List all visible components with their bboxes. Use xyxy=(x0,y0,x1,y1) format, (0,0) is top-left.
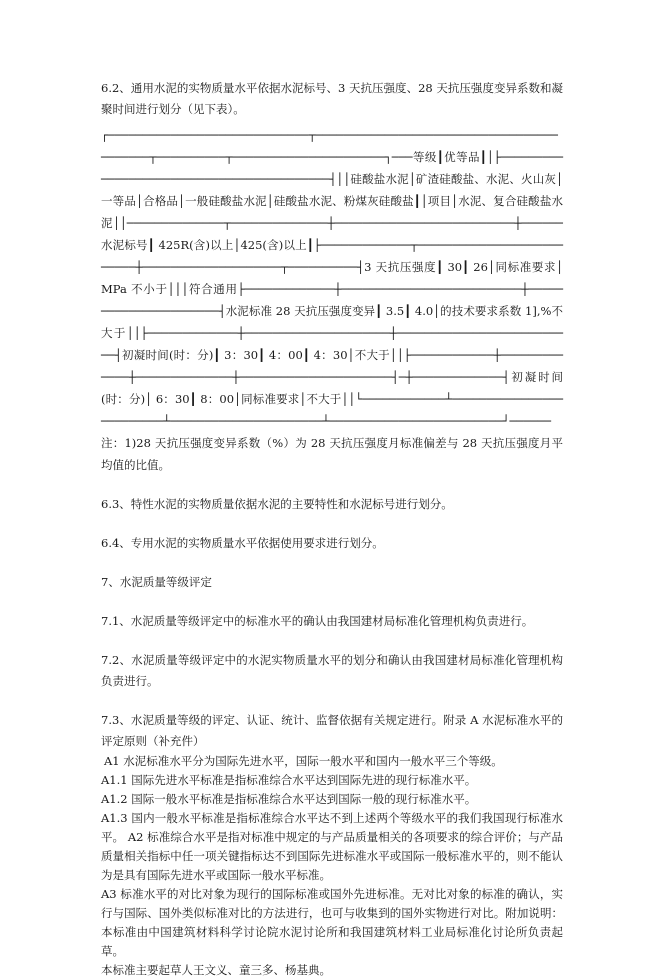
paragraph-6-2: 6.2、通用水泥的实物质量水平依据水泥标号、3 天抗压强度、28 天抗压强度变异系数和凝聚时间进行划分（见下表）。 xyxy=(101,81,563,116)
appendix-a1: A1 水泥标准水平分为国际先进水平，国际一般水平和国内一般水平三个等级。 xyxy=(104,754,503,768)
quality-table-text: ┌─────────────────────────────┬──────────────────────────────────────────┬──────────┬──────────────────────┐───等级┃优等品┃│├──────────────────────────────────────────┤││硅酸盐水泥│矿渣硅酸盐、水泥、火山灰│一等品│合格品│一般硅酸盐水泥│硅酸盐水泥、粉煤灰硅酸盐┃│项目│水泥、复合硅酸盐水泥││──────────────┬──────────────┼──────────────────────────┼──────水泥标号┃ 425R(含)以上│425(含)以上┃├─────────────┬──────────────────────────┼────────────────────┬──────────┤3 天抗压强度┃ 30┃ 26│同标准要求│ MPa 不小于│││符合通用├─────────────┼──────────────────────────┼──────────────────────┤水泥标准 28 天抗压强度变异┃ 3.5┃ 4.0│的技术要求系数 1],%不大于││├─────────────┼─────────────────────┼──────────────────────────┤初凝时间(时：分)┃ 3：30┃ 4：00┃ 4：30│不大于││├────────────┼─────────────┼──────────────┼──────────────────────┤─┼─────────────┤初凝时间(时：分)│ 6：30┃ 8：00│同标准要求│不大于││└────────────┴─────────────────────────┴──────────────────────┴─────────────────────────┘──────注：1)28 天抗压强度变异系数（%）为 28 天抗压强度月标准偏差与 28 天抗压强度月平均值的比值。 xyxy=(101,128,563,472)
drafters-line: 本标准主要起草人王文义、童三多、杨基典。 xyxy=(101,963,331,977)
appendix-a1-2: A1.2 国际一般水平标准是指标准综合水平达到国际一般的现行标准水平。 xyxy=(101,792,477,806)
paragraph-6-3: 6.3、特性水泥的实物质量依据水泥的主要特性和水泥标号进行划分。 xyxy=(101,497,453,511)
appendix-a1-3: A1.3 国内一般水平标准是指标准综合水平达不到上述两个等级水平的我们我国现行标准水平。 A2 标准综合水平是指对标准中规定的与产品质量相关的各项要求的综合评价；与产品质量相关指标中任一项关键指标达不到国际先进标准水平或国际一般标准水平的，则不能认为是具有国际先进水平或国际一般水平标准。 xyxy=(101,811,563,882)
appendix-a3: A3 标准水平的对比对象为现行的国际标准或国外先进标准。无对比对象的标准的确认，实行与国际、国外类似标准对比的方法进行，也可与收集到的国外实物进行对比。附加说明：本标准由中国建筑材料科学讨论院水泥讨论所和我国建筑材料工业局标准化讨论所负责起草。 xyxy=(101,887,563,958)
paragraph-7-3: 7.3、水泥质量等级的评定、认证、统计、监督依据有关规定进行。附录 A 水泥标准水平的评定原则（补充件） xyxy=(101,713,563,748)
paragraph-7-2: 7.2、水泥质量等级评定中的水泥实物质量水平的划分和确认由我国建材局标准化管理机构负责进行。 xyxy=(101,653,563,688)
section-7-heading: 7、水泥质量等级评定 xyxy=(101,575,212,589)
appendix-a1-1: A1.1 国际先进水平标准是指标准综合水平达到国际先进的现行标准水平。 xyxy=(101,773,477,787)
paragraph-6-4: 6.4、专用水泥的实物质量水平依据使用要求进行划分。 xyxy=(101,536,384,550)
paragraph-7-1: 7.1、水泥质量等级评定中的标准水平的确认由我国建材局标准化管理机构负责进行。 xyxy=(101,614,534,628)
document-body xyxy=(101,78,563,980)
